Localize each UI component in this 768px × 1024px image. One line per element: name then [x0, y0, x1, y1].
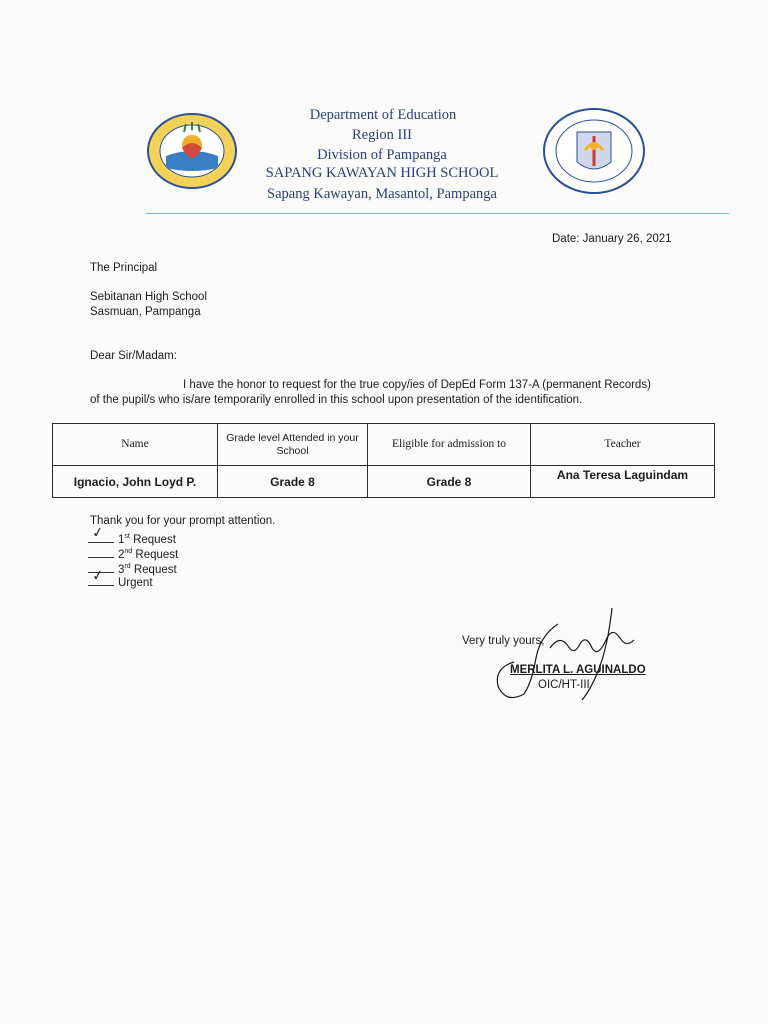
request-blank [88, 566, 114, 586]
checkmark-icon: ✓ [90, 566, 105, 584]
request-label: Request [133, 533, 176, 546]
body-line-2: of the pupil/s who is/are temporarily enrolled in this school upon presentation of the identification. [90, 394, 583, 406]
letter-date: Date: January 26, 2021 [552, 233, 672, 245]
header-region: Region III [352, 127, 412, 143]
request-suffix: st [124, 533, 130, 540]
header-grade-attended: Grade level Attended in your School [218, 424, 368, 466]
request-label: Request [135, 548, 179, 561]
request-suffix: nd [124, 548, 133, 555]
header-eligible: Eligible for admission to [368, 424, 531, 466]
cell-name: Ignacio, John Loyd P. [53, 466, 218, 498]
request-num: 1 [118, 533, 125, 546]
body-line-1: I have the honor to request for the true copy/ies of DepEd Form 137-A (permanent Records) [183, 379, 651, 391]
header-division: Division of Pampanga [317, 147, 447, 163]
records-table [52, 423, 715, 498]
header-teacher: Teacher [531, 424, 715, 466]
cell-eligible: Grade 8 [368, 466, 531, 498]
header-name: Name [53, 424, 218, 466]
thanks-line: Thank you for your prompt attention. [90, 515, 276, 527]
header-address: Sapang Kawayan, Masantol, Pampanga [267, 186, 497, 202]
salutation: Dear Sir/Madam: [90, 350, 177, 362]
request-blank [88, 522, 114, 543]
signatory-name: MERLITA L. AGUINALDO [510, 664, 646, 676]
recipient-title: The Principal [90, 262, 158, 274]
checkmark-icon: ✓ [90, 522, 105, 541]
closing: Very truly yours, [462, 635, 545, 647]
table-row [53, 466, 715, 498]
request-blank [88, 546, 114, 558]
request-num: 2 [118, 548, 125, 561]
request-num: 3 [118, 563, 125, 576]
header-divider [146, 213, 729, 214]
request-label: Request [133, 563, 177, 576]
request-label: Urgent [118, 577, 153, 589]
request-suffix: rd [124, 563, 131, 570]
signatory-position: OIC/HT-III [538, 679, 590, 691]
recipient-school: Sebitanan High School [90, 291, 207, 303]
cell-teacher: Ana Teresa Laguindam [531, 466, 715, 498]
header-school: SAPANG KAWAYAN HIGH SCHOOL [265, 165, 499, 181]
table-header-row [53, 424, 715, 466]
cell-grade-attended: Grade 8 [218, 466, 368, 498]
recipient-address: Sasmuan, Pampanga [90, 306, 201, 318]
header-department: Department of Education [309, 107, 457, 123]
